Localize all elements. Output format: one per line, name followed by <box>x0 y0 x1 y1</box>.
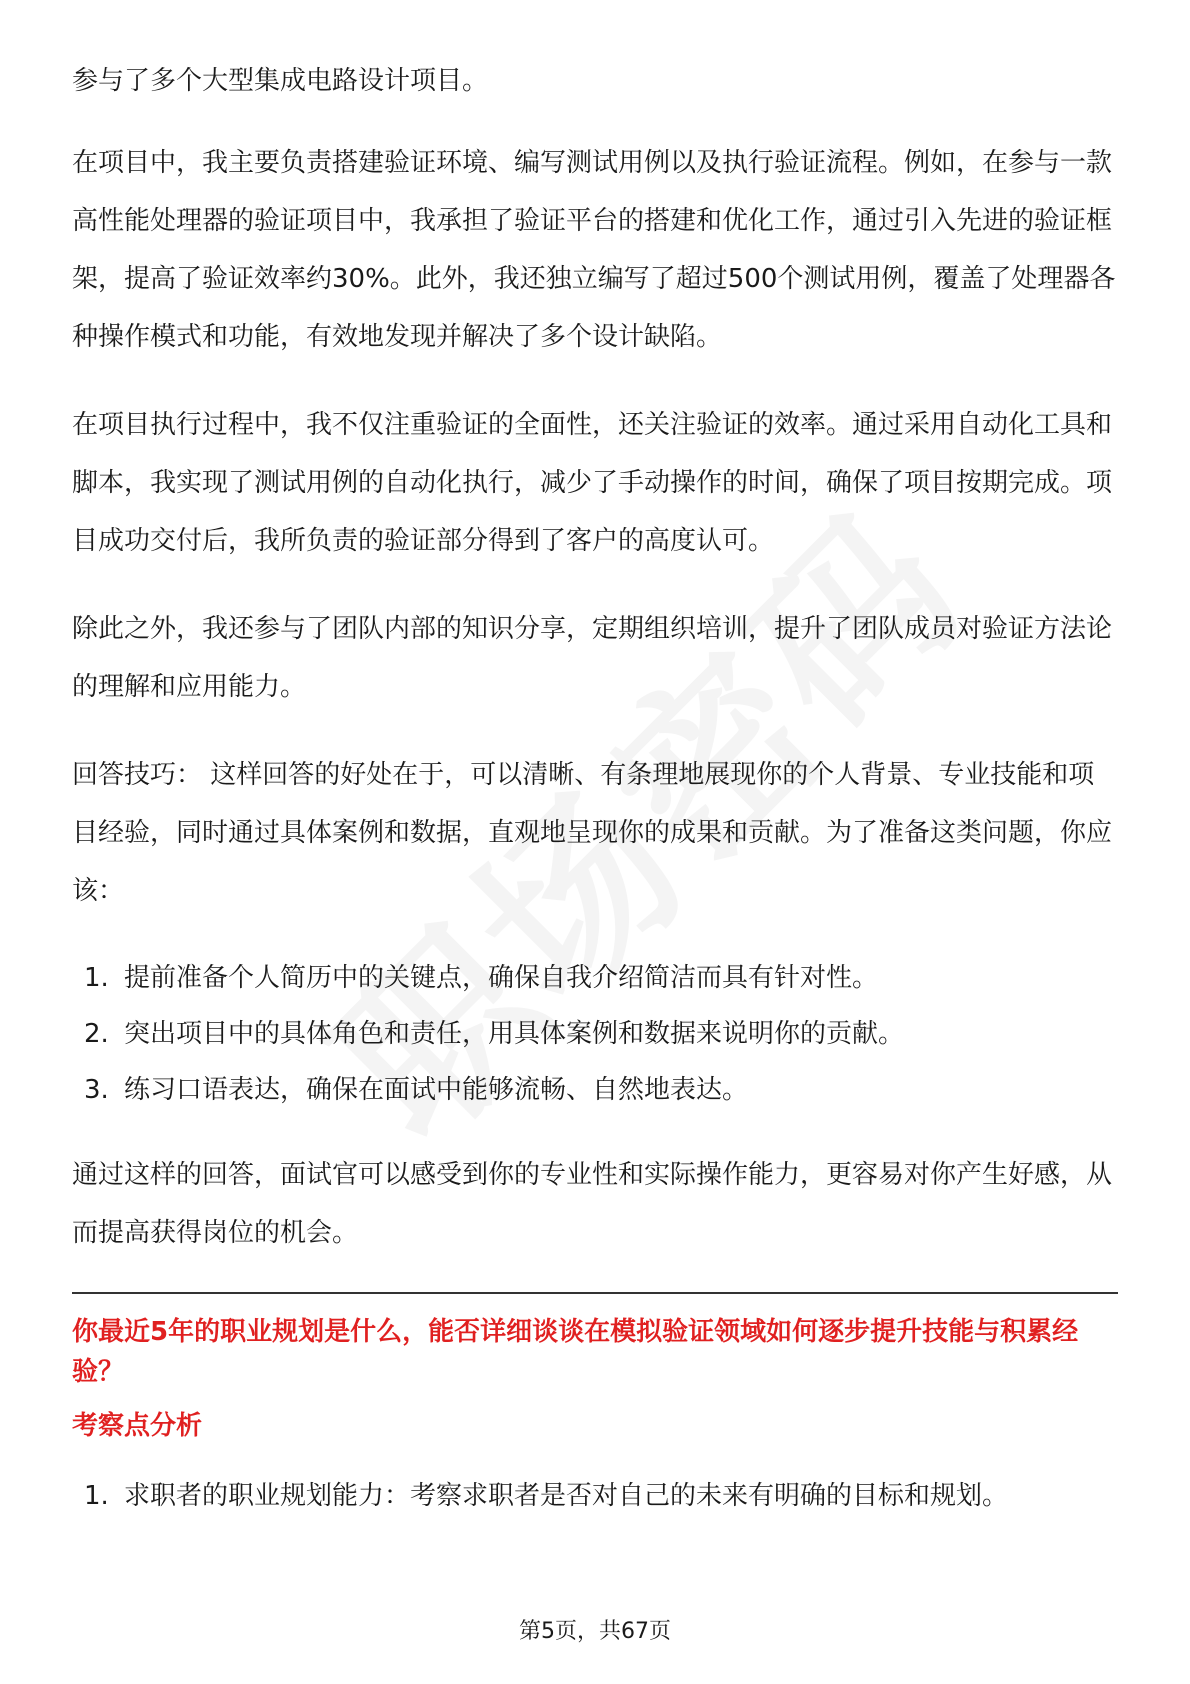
paragraph-answer-tips: 回答技巧： 这样回答的好处在于，可以清晰、有条理地展现你的个人背景、专业技能和项目经验，同时通过具体案例和数据，直观地呈现你的成果和贡献。为了准备这类问题，你应该： <box>72 760 1113 906</box>
list-item <box>84 950 1118 1006</box>
list-text: 提前准备个人简历中的关键点，确保自我介绍简洁而具有针对性。 <box>124 963 879 993</box>
paragraph-closing: 通过这样的回答，面试官可以感受到你的专业性和实际操作能力，更容易对你产生好感，从而提高获得岗位的机会。 <box>72 1160 1113 1248</box>
paragraph-knowledge-sharing: 除此之外，我还参与了团队内部的知识分享，定期组织培训，提升了团队成员对验证方法论的理解和应用能力。 <box>72 614 1113 702</box>
paragraph-project-role: 在项目中，我主要负责搭建验证环境、编写测试用例以及执行验证流程。例如，在参与一款高性能处理器的验证项目中，我承担了验证平台的搭建和优化工作，通过引入先进的验证框架，提高了验证效率约30%。此外，我还独立编写了超过500个测试用例，覆盖了处理器各种操作模式和功能，有效地发现并解决了多个设计缺陷。 <box>72 148 1116 352</box>
list-item <box>84 1006 1118 1062</box>
document-body <box>72 52 1118 1552</box>
list-number: 1. <box>84 1481 109 1511</box>
list-number: 2. <box>84 1019 109 1049</box>
page-footer: 第5页，共67页 <box>519 1619 671 1644</box>
list-number: 3. <box>84 1075 109 1105</box>
analysis-list <box>72 1468 1118 1524</box>
section-divider <box>72 1292 1118 1294</box>
list-number: 1. <box>84 963 109 993</box>
list-text: 突出项目中的具体角色和责任，用具体案例和数据来说明你的贡献。 <box>124 1019 905 1049</box>
question-heading: 你最近5年的职业规划是什么，能否详细谈谈在模拟验证领域如何逐步提升技能与积累经验？ <box>72 1317 1079 1387</box>
tips-list <box>72 950 1118 1118</box>
list-item <box>84 1062 1118 1118</box>
list-text: 练习口语表达，确保在面试中能够流畅、自然地表达。 <box>124 1075 749 1105</box>
analysis-heading: 考察点分析 <box>72 1411 203 1441</box>
paragraph-execution: 在项目执行过程中，我不仅注重验证的全面性，还关注验证的效率。通过采用自动化工具和脚本，我实现了测试用例的自动化执行，减少了手动操作的时间，确保了项目按期完成。项目成功交付后，我所负责的验证部分得到了客户的高度认可。 <box>72 410 1113 556</box>
list-item <box>84 1468 1118 1524</box>
list-text: 求职者的职业规划能力：考察求职者是否对自己的未来有明确的目标和规划。 <box>124 1481 1009 1511</box>
paragraph-intro: 参与了多个大型集成电路设计项目。 <box>72 66 489 96</box>
